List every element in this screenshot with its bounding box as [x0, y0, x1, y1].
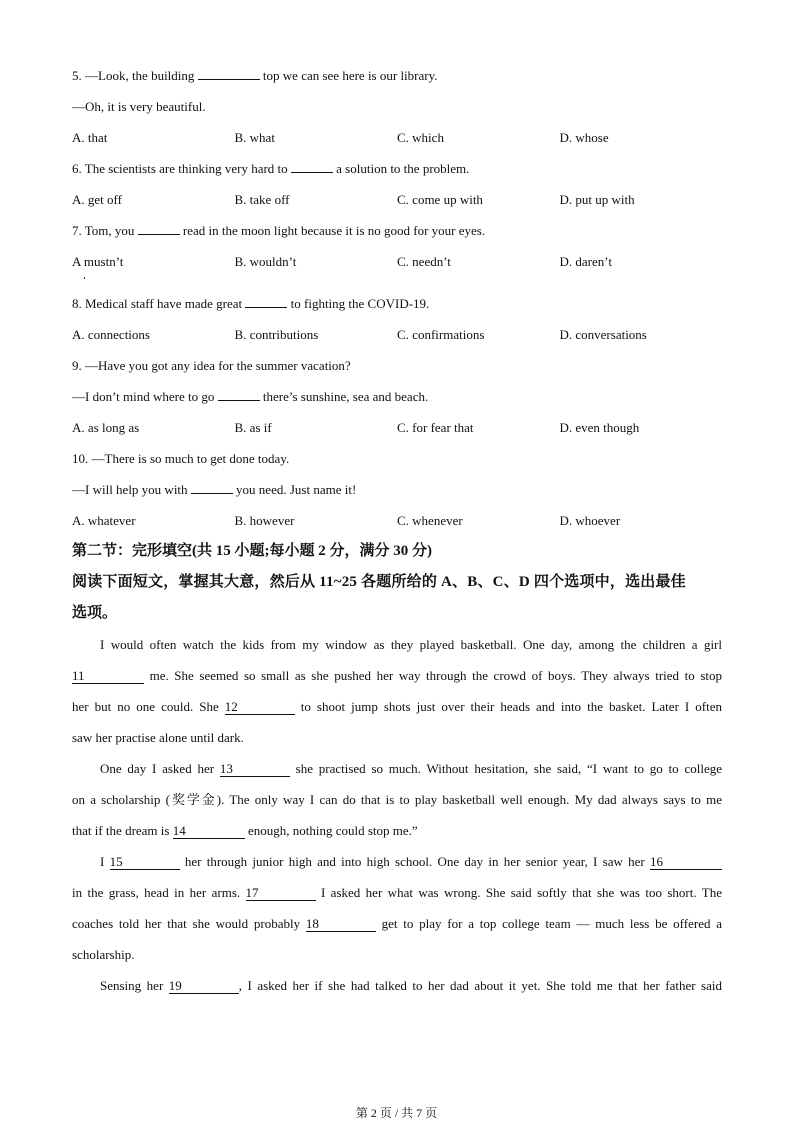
cloze-blank-17: 17 — [246, 886, 316, 901]
passage-text: me. She seemed so small as she pushed her way through the crowd of boys. They always tried to stop — [144, 668, 722, 683]
option-d: D. whose — [559, 130, 609, 145]
answer-blank — [138, 234, 180, 235]
passage-text: I — [100, 854, 110, 869]
question-text: 7. Tom, you — [72, 223, 138, 238]
cloze-blank-18: 18 — [306, 917, 376, 932]
cloze-passage — [72, 629, 722, 1001]
question-5 — [72, 60, 722, 91]
page-number: 第 2 页 / 共 7 页 — [355, 1106, 438, 1120]
answer-blank — [191, 493, 233, 494]
document-body — [72, 60, 722, 1001]
question-text: read in the moon light because it is no good for your eyes. — [179, 223, 486, 238]
question-text: 8. Medical staff have made great — [72, 296, 246, 311]
passage-line — [72, 970, 722, 1001]
option-c: C. come up with — [397, 192, 483, 207]
question-10-options — [72, 505, 722, 536]
question-8-options — [72, 319, 722, 350]
question-text: you need. Just name it! — [232, 482, 357, 497]
option-d: D. whoever — [559, 513, 621, 528]
answer-blank — [245, 307, 287, 308]
question-text: to fighting the COVID-19. — [287, 296, 430, 311]
option-d: D. put up with — [559, 192, 635, 207]
passage-line — [72, 877, 722, 908]
passage-line — [72, 629, 722, 660]
passage-line — [72, 691, 722, 722]
option-a: A. as long as — [72, 420, 140, 435]
cloze-blank-11: 11 — [72, 669, 144, 684]
question-7 — [72, 215, 722, 246]
option-d: D. even though — [559, 420, 640, 435]
answer-blank — [291, 172, 333, 173]
passage-text: I asked her what was wrong. She said softly that she was too short. The — [315, 885, 722, 900]
option-b: B. contributions — [234, 327, 319, 342]
option-b: B. what — [234, 130, 275, 145]
option-a: A. connections — [72, 327, 150, 342]
option-b: B. however — [234, 513, 295, 528]
question-text: a solution to the problem. — [332, 161, 470, 176]
passage-line — [72, 846, 722, 877]
option-c: C. confirmations — [397, 327, 485, 342]
passage-line — [72, 908, 722, 939]
answer-blank — [218, 400, 260, 401]
option-a: A mustn’t — [72, 254, 124, 269]
question-text: —I don’t mind where to go — [72, 389, 218, 404]
passage-text: saw her practise alone until dark. — [72, 730, 244, 745]
question-text: top we can see here is our library. — [259, 68, 438, 83]
cloze-blank-14: 14 — [173, 824, 245, 839]
option-c: C. needn’t — [397, 254, 451, 269]
section-instruction: 阅读下面短文，掌握其大意，然后从 11~25 各题所给的 A、B、C、D 四个选项中，选出最佳 — [72, 574, 686, 590]
section-heading: 第二节：完形填空(共 15 小题;每小题 2 分，满分 30 分) — [72, 543, 432, 559]
cloze-blank-16: 16 — [650, 855, 722, 870]
option-c: C. which — [397, 130, 444, 145]
option-c: C. for fear that — [397, 420, 474, 435]
question-10-reply — [72, 474, 722, 505]
option-b: B. as if — [234, 420, 272, 435]
question-9-options — [72, 412, 722, 443]
passage-text: to shoot jump shots just over their heads and into the basket. Later I often — [294, 699, 722, 714]
passage-text: her but no one could. She — [72, 699, 225, 714]
option-a: A. whatever — [72, 513, 136, 528]
stray-mark — [84, 277, 85, 279]
cloze-blank-19: 19 — [169, 979, 239, 994]
option-d: D. conversations — [559, 327, 647, 342]
passage-text: coaches told her that she would probably — [72, 916, 306, 931]
question-text: there’s sunshine, sea and beach. — [259, 389, 429, 404]
passage-line — [72, 753, 722, 784]
passage-text: scholarship. — [72, 947, 135, 962]
question-7-options — [72, 246, 722, 277]
answer-blank — [198, 79, 260, 80]
passage-line — [72, 660, 722, 691]
cloze-blank-15: 15 — [110, 855, 180, 870]
question-6-options — [72, 184, 722, 215]
passage-text: on a scholarship (奖学金). The only way I can do that is to play basketball well enough. My dad always says to me — [72, 792, 722, 807]
question-5-reply: —Oh, it is very beautiful. — [72, 99, 206, 114]
cloze-blank-13: 13 — [220, 762, 290, 777]
passage-text: that if the dream is — [72, 823, 173, 838]
passage-text: I would often watch the kids from my window as they played basketball. One day, among the children a girl — [100, 637, 722, 652]
passage-line — [72, 815, 722, 846]
passage-text: her through junior high and into high school. One day in her senior year, I saw her — [179, 854, 650, 869]
passage-line — [72, 939, 722, 970]
question-9-reply — [72, 381, 722, 412]
question-text: 5. —Look, the building — [72, 68, 198, 83]
question-text: 6. The scientists are thinking very hard to — [72, 161, 291, 176]
cloze-blank-12: 12 — [225, 700, 295, 715]
question-9: 9. —Have you got any idea for the summer vacation? — [72, 358, 351, 373]
section-instruction-cont: 选项。 — [72, 605, 118, 621]
passage-text: enough, nothing could stop me.” — [244, 823, 418, 838]
question-10: 10. —There is so much to get done today. — [72, 451, 290, 466]
option-c: C. whenever — [397, 513, 463, 528]
passage-text: she practised so much. Without hesitation, she said, “I want to go to college — [289, 761, 722, 776]
question-6 — [72, 153, 722, 184]
option-d: D. daren’t — [559, 254, 612, 269]
question-5-options — [72, 122, 722, 153]
passage-text: Sensing her — [100, 978, 169, 993]
option-a: A. get off — [72, 192, 122, 207]
passage-text: One day I asked her — [100, 761, 220, 776]
passage-line — [72, 784, 722, 815]
option-b: B. take off — [234, 192, 290, 207]
passage-text: in the grass, head in her arms. — [72, 885, 246, 900]
option-a: A. that — [72, 130, 108, 145]
passage-line — [72, 722, 722, 753]
option-b: B. wouldn’t — [234, 254, 297, 269]
passage-text: , I asked her if she had talked to her dad about it yet. She told me that her father said — [238, 978, 723, 993]
passage-text: get to play for a top college team — much less be offered a — [375, 916, 722, 931]
question-text: —I will help you with — [72, 482, 191, 497]
question-8 — [72, 288, 722, 319]
